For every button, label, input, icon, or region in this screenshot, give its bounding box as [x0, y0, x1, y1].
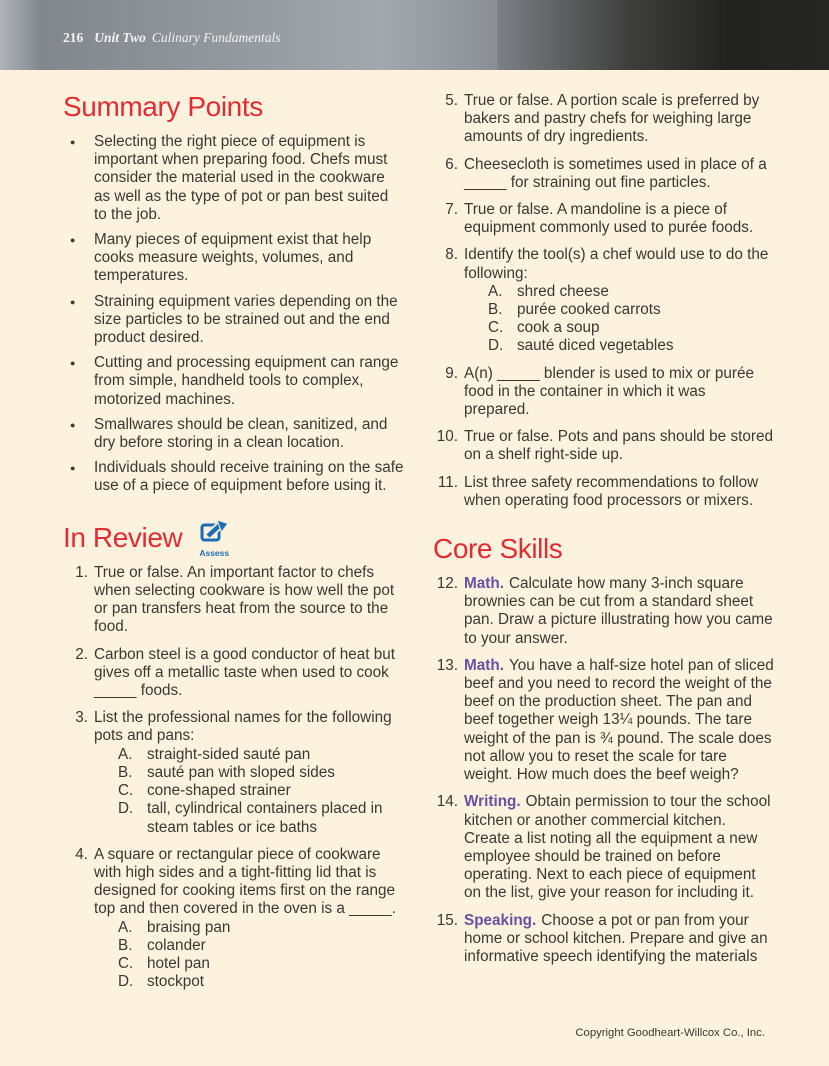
question-number: 15.	[436, 911, 458, 929]
list-item	[63, 459, 405, 495]
choice-text: stockpot	[147, 973, 204, 991]
list-item	[63, 293, 405, 348]
question-text: True or false. Pots and pans should be stored on a shelf right-side up.	[464, 428, 773, 464]
copyright-notice: Copyright Goodheart-Willcox Co., Inc.	[575, 1026, 765, 1039]
question-10	[433, 428, 775, 464]
bullet-text: Selecting the right piece of equipment is important when preparing food. Chefs must consider the material used in the cookware as well as the type of pot or pan best suited to the job.	[94, 133, 389, 223]
question-text: True or false. A mandoline is a piece of equipment commonly used to purée foods.	[464, 201, 754, 237]
summary-points-list	[63, 133, 405, 496]
question-number: 7.	[445, 201, 458, 219]
choice-letter: B.	[118, 763, 133, 781]
core-skills-heading: Core Skills	[433, 533, 563, 565]
in-review-questions-right	[433, 92, 775, 510]
question-2	[63, 646, 405, 701]
choice-text: tall, cylindrical containers placed in steam tables or ice baths	[147, 800, 383, 836]
assess-label: Assess	[199, 547, 230, 558]
choice-a	[118, 919, 405, 937]
question-text: A(n) _____ blender is used to mix or purée food in the container in which it was prepared.	[464, 364, 754, 419]
list-item	[63, 133, 405, 224]
bullet-icon: ●	[70, 463, 76, 474]
bullet-text: Straining equipment varies depending on the size particles to be strained out and the end product desired.	[94, 292, 398, 347]
choice-letter: A.	[118, 918, 133, 936]
question-number: 11.	[437, 473, 458, 491]
choice-a	[488, 283, 775, 301]
choice-b	[488, 301, 775, 319]
bullet-text: Cutting and processing equipment can range from simple, handheld tools to complex, motorized machines.	[94, 354, 399, 408]
question-number: 8.	[445, 246, 458, 264]
choice-d	[118, 800, 405, 836]
choice-letter: D.	[118, 800, 134, 818]
question-3	[63, 709, 405, 836]
question-5	[433, 92, 775, 147]
question-number: 13.	[436, 656, 458, 674]
skill-label: Writing.	[464, 793, 521, 811]
question-11	[433, 474, 775, 510]
choice-text: cook a soup	[517, 319, 600, 337]
list-item	[63, 354, 405, 409]
question-6	[433, 156, 775, 192]
question-13	[433, 657, 775, 784]
list-item	[63, 231, 405, 286]
question-1	[63, 564, 405, 637]
right-column	[433, 92, 775, 1000]
choice-letter: A.	[488, 282, 503, 300]
question-text: True or false. An important factor to chefs when selecting cookware is how well the pot or pan transfers heat from the source to the food.	[94, 563, 395, 636]
question-text: Identify the tool(s) a chef would use to do the following:	[464, 246, 769, 282]
question-text: Choose a pot or pan from your home or school kitchen. Prepare and give an informative speech identifying the materials	[464, 911, 768, 965]
bullet-icon: ●	[70, 235, 76, 246]
question-text: Obtain permission to tour the school kitchen or another commercial kitchen. Create a list noting all the equipment a new employee should be trained on before operating. Next to each piece of equipment on the list, give your reason for including it.	[464, 793, 771, 902]
question-number: 14.	[436, 793, 458, 811]
question-number: 9.	[445, 364, 458, 382]
question-15	[433, 912, 775, 967]
question-14	[433, 793, 775, 902]
choice-d	[488, 337, 775, 355]
question-text: A square or rectangular piece of cookware with high sides and a tight-fitting lid that is designed for cooking items first on the range top and then covered in the oven is a _____.	[94, 845, 396, 918]
question-number: 6.	[445, 155, 458, 173]
assess-link[interactable]	[199, 520, 229, 558]
question-number: 2.	[75, 645, 88, 663]
question-number: 4.	[75, 845, 88, 863]
bullet-icon: ●	[70, 419, 76, 430]
choice-text: braising pan	[147, 918, 231, 936]
question-text: Carbon steel is a good conductor of heat but gives off a metallic taste when used to cook _____ foods.	[94, 645, 396, 700]
skill-label: Speaking.	[464, 911, 537, 929]
list-item	[63, 416, 405, 452]
question-8	[433, 246, 775, 355]
page-content	[0, 70, 829, 1000]
skill-label: Math.	[464, 656, 504, 674]
choice-letter: C.	[488, 319, 504, 337]
question-text: Cheesecloth is sometimes used in place of a _____ for straining out fine particles.	[464, 155, 767, 191]
bullet-icon: ●	[70, 358, 76, 369]
choice-letter: A.	[118, 745, 133, 763]
question-number: 10.	[436, 428, 458, 446]
question-text: List the professional names for the following pots and pans:	[94, 709, 392, 745]
bullet-text: Individuals should receive training on the safe use of a piece of equipment before using it.	[94, 459, 404, 495]
bullet-text: Smallwares should be clean, sanitized, and dry before storing in a clean location.	[94, 415, 388, 452]
choice-letter: C.	[118, 954, 134, 972]
choice-b	[118, 764, 405, 782]
bullet-text: Many pieces of equipment exist that help cooks measure weights, volumes, and temperatures.	[94, 231, 372, 285]
question-7	[433, 201, 775, 237]
choice-text: straight-sided sauté pan	[147, 745, 311, 763]
question-number: 12.	[436, 575, 458, 593]
core-skills-questions	[433, 575, 775, 966]
question-text: You have a half-size hotel pan of sliced beef and you need to record the weight of the beef on the production sheet. The pan and beef together weigh 13¼ pounds. The tare weight of the pan is ¾ pound. The scale does not allow you to reset the scale for tare weight. How much does the beef weigh?	[464, 656, 774, 784]
choice-text: colander	[147, 936, 206, 954]
choice-d	[118, 973, 405, 991]
left-column	[63, 92, 405, 1000]
question-9	[433, 365, 775, 420]
unit-title: Culinary Fundamentals	[151, 29, 281, 45]
core-skills-heading-row	[433, 534, 775, 564]
choice-letter: C.	[118, 782, 134, 800]
choice-text: purée cooked carrots	[517, 301, 661, 319]
question-number: 3.	[75, 709, 88, 727]
question-text: List three safety recommendations to follow when operating food processors or mixers.	[464, 473, 759, 509]
choice-b	[118, 937, 405, 955]
question-text: True or false. A portion scale is preferred by bakers and pastry chefs for weighing large amounts of dry ingredients.	[464, 92, 760, 146]
choice-text: shred cheese	[517, 282, 609, 300]
in-review-heading-row	[63, 520, 405, 558]
choice-c	[118, 955, 405, 973]
question-12	[433, 575, 775, 648]
page-number: 216	[63, 29, 84, 45]
choice-c	[488, 319, 775, 337]
choice-letter: D.	[488, 337, 504, 355]
choice-text: cone-shaped strainer	[147, 782, 291, 800]
question-number: 5.	[445, 92, 458, 109]
choice-letter: B.	[118, 936, 133, 954]
choice-text: sauté pan with sloped sides	[147, 763, 335, 781]
choice-a	[118, 746, 405, 764]
choice-c	[118, 782, 405, 800]
choice-text: sauté diced vegetables	[517, 337, 674, 355]
question-number: 1.	[75, 563, 88, 581]
question-text: Calculate how many 3-inch square brownies can be cut from a standard sheet pan. Draw a picture illustrating how you came to your answer.	[464, 575, 773, 647]
skill-label: Math.	[464, 575, 504, 593]
page-header	[0, 0, 829, 70]
choice-letter: B.	[488, 301, 503, 319]
choice-text: hotel pan	[147, 954, 210, 972]
in-review-heading: In Review	[63, 521, 183, 553]
bullet-icon: ●	[70, 296, 76, 307]
summary-points-heading: Summary Points	[63, 91, 263, 122]
unit-label: Unit Two	[94, 29, 146, 45]
assess-icon	[200, 520, 228, 548]
in-review-questions-left	[63, 564, 405, 991]
choice-letter: D.	[118, 973, 134, 991]
bullet-icon: ●	[70, 137, 76, 147]
question-4	[63, 846, 405, 992]
